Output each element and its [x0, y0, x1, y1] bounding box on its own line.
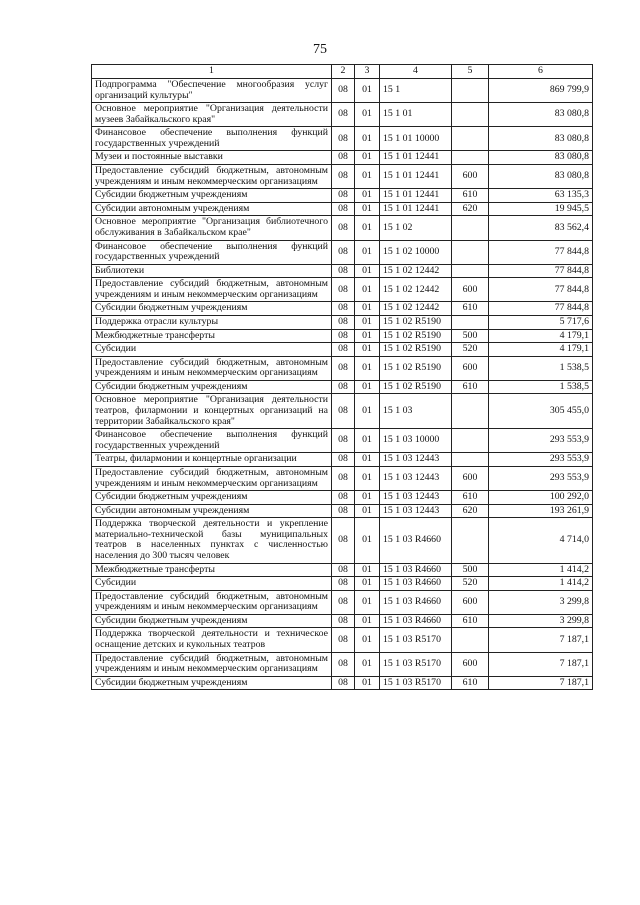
row-name: Библиотеки	[92, 264, 332, 278]
row-subsection: 01	[355, 614, 380, 628]
row-amount: 3 299,8	[489, 590, 593, 614]
table-row	[92, 151, 593, 165]
row-name: Предоставление субсидий бюджетным, автономным учреждениям и иным некоммерческим организациям	[92, 278, 332, 302]
row-amount: 63 135,3	[489, 189, 593, 203]
table-row	[92, 356, 593, 380]
row-target-article: 15 1 03 12443	[380, 453, 452, 467]
row-target-article: 15 1 01 12441	[380, 165, 452, 189]
row-amount: 293 553,9	[489, 429, 593, 453]
row-subsection: 01	[355, 302, 380, 316]
row-subsection: 01	[355, 278, 380, 302]
table-row	[92, 103, 593, 127]
row-section: 08	[332, 356, 355, 380]
row-expense-type: 600	[452, 278, 489, 302]
table-row	[92, 394, 593, 429]
row-target-article: 15 1 01 12441	[380, 189, 452, 203]
row-section: 08	[332, 429, 355, 453]
row-subsection: 01	[355, 491, 380, 505]
row-amount: 1 414,2	[489, 577, 593, 591]
row-name: Подпрограмма "Обеспечение многообразия услуг организаций культуры"	[92, 79, 332, 103]
row-subsection: 01	[355, 676, 380, 690]
column-header-section: 2	[332, 65, 355, 79]
column-header-target-article: 4	[380, 65, 452, 79]
row-target-article: 15 1 03 R4660	[380, 563, 452, 577]
row-expense-type: 600	[452, 652, 489, 676]
table-row	[92, 590, 593, 614]
row-target-article: 15 1 03 R5170	[380, 652, 452, 676]
row-expense-type	[452, 103, 489, 127]
row-subsection: 01	[355, 466, 380, 490]
row-subsection: 01	[355, 453, 380, 467]
row-amount: 305 455,0	[489, 394, 593, 429]
row-subsection: 01	[355, 79, 380, 103]
row-name: Основное мероприятие "Организация библиотечного обслуживания в Забайкальском крае"	[92, 216, 332, 240]
row-target-article: 15 1 02 R5190	[380, 343, 452, 357]
row-section: 08	[332, 302, 355, 316]
row-target-article: 15 1 03 10000	[380, 429, 452, 453]
row-section: 08	[332, 165, 355, 189]
row-amount: 77 844,8	[489, 264, 593, 278]
row-section: 08	[332, 590, 355, 614]
row-expense-type	[452, 151, 489, 165]
row-target-article: 15 1 02 R5190	[380, 329, 452, 343]
row-expense-type	[452, 518, 489, 563]
row-subsection: 01	[355, 202, 380, 216]
row-amount: 83 562,4	[489, 216, 593, 240]
table-row	[92, 302, 593, 316]
table-row	[92, 676, 593, 690]
table-row	[92, 380, 593, 394]
row-subsection: 01	[355, 103, 380, 127]
row-target-article: 15 1 03 12443	[380, 504, 452, 518]
row-subsection: 01	[355, 189, 380, 203]
row-amount: 3 299,8	[489, 614, 593, 628]
row-amount: 1 538,5	[489, 380, 593, 394]
row-section: 08	[332, 103, 355, 127]
row-section: 08	[332, 676, 355, 690]
row-amount: 77 844,8	[489, 278, 593, 302]
row-expense-type	[452, 453, 489, 467]
row-amount: 7 187,1	[489, 676, 593, 690]
row-section: 08	[332, 216, 355, 240]
row-expense-type	[452, 628, 489, 652]
row-section: 08	[332, 79, 355, 103]
row-amount: 4 714,0	[489, 518, 593, 563]
row-target-article: 15 1 03 R5170	[380, 676, 452, 690]
row-target-article: 15 1 03 12443	[380, 491, 452, 505]
row-amount: 193 261,9	[489, 504, 593, 518]
row-amount: 19 945,5	[489, 202, 593, 216]
table-row	[92, 628, 593, 652]
row-amount: 83 080,8	[489, 103, 593, 127]
row-name: Субсидии автономным учреждениям	[92, 504, 332, 518]
row-expense-type: 610	[452, 302, 489, 316]
row-target-article: 15 1 01	[380, 103, 452, 127]
row-target-article: 15 1 01 12441	[380, 202, 452, 216]
row-name: Основное мероприятие "Организация деятельности театров, филармонии и концертных организаций на территории Забайкальского края"	[92, 394, 332, 429]
row-subsection: 01	[355, 380, 380, 394]
row-expense-type	[452, 429, 489, 453]
column-header-subsection: 3	[355, 65, 380, 79]
row-target-article: 15 1 02 12442	[380, 302, 452, 316]
row-expense-type: 520	[452, 343, 489, 357]
row-name: Основное мероприятие "Организация деятельности музеев Забайкальского края"	[92, 103, 332, 127]
row-name: Поддержка творческой деятельности и техническое оснащение детских и кукольных театров	[92, 628, 332, 652]
row-target-article: 15 1 02 12442	[380, 264, 452, 278]
row-section: 08	[332, 127, 355, 151]
row-expense-type	[452, 240, 489, 264]
page-number: 75	[313, 42, 327, 57]
row-name: Предоставление субсидий бюджетным, автономным учреждениям и иным некоммерческим организациям	[92, 590, 332, 614]
row-expense-type: 610	[452, 491, 489, 505]
row-section: 08	[332, 202, 355, 216]
row-amount: 293 553,9	[489, 466, 593, 490]
row-expense-type: 520	[452, 577, 489, 591]
row-amount: 5 717,6	[489, 315, 593, 329]
row-expense-type	[452, 264, 489, 278]
row-expense-type: 610	[452, 189, 489, 203]
row-name: Межбюджетные трансферты	[92, 563, 332, 577]
row-name: Финансовое обеспечение выполнения функций государственных учреждений	[92, 127, 332, 151]
column-header-amount: 6	[489, 65, 593, 79]
row-name: Предоставление субсидий бюджетным, автономным учреждениям и иным некоммерческим организациям	[92, 652, 332, 676]
row-amount: 4 179,1	[489, 329, 593, 343]
row-amount: 869 799,9	[489, 79, 593, 103]
row-subsection: 01	[355, 329, 380, 343]
table-row	[92, 165, 593, 189]
row-amount: 83 080,8	[489, 165, 593, 189]
table-header-row	[92, 65, 593, 79]
table-row	[92, 652, 593, 676]
row-subsection: 01	[355, 563, 380, 577]
column-header-expense-type: 5	[452, 65, 489, 79]
row-subsection: 01	[355, 264, 380, 278]
row-name: Финансовое обеспечение выполнения функций государственных учреждений	[92, 429, 332, 453]
row-name: Предоставление субсидий бюджетным, автономным учреждениям и иным некоммерческим организациям	[92, 356, 332, 380]
row-amount: 83 080,8	[489, 151, 593, 165]
row-amount: 77 844,8	[489, 240, 593, 264]
table-row	[92, 79, 593, 103]
row-expense-type: 600	[452, 590, 489, 614]
row-target-article: 15 1 03 12443	[380, 466, 452, 490]
row-amount: 83 080,8	[489, 127, 593, 151]
table-row	[92, 453, 593, 467]
row-section: 08	[332, 652, 355, 676]
row-amount: 293 553,9	[489, 453, 593, 467]
row-amount: 77 844,8	[489, 302, 593, 316]
row-target-article: 15 1 03	[380, 394, 452, 429]
row-name: Субсидии бюджетным учреждениям	[92, 302, 332, 316]
row-section: 08	[332, 453, 355, 467]
row-target-article: 15 1 02 12442	[380, 278, 452, 302]
row-section: 08	[332, 518, 355, 563]
row-amount: 1 538,5	[489, 356, 593, 380]
row-section: 08	[332, 343, 355, 357]
row-target-article: 15 1 03 R4660	[380, 518, 452, 563]
row-expense-type	[452, 127, 489, 151]
row-section: 08	[332, 628, 355, 652]
row-name: Субсидии бюджетным учреждениям	[92, 380, 332, 394]
row-target-article: 15 1 01 12441	[380, 151, 452, 165]
row-expense-type: 600	[452, 466, 489, 490]
row-name: Субсидии	[92, 577, 332, 591]
row-name: Субсидии бюджетным учреждениям	[92, 189, 332, 203]
row-section: 08	[332, 563, 355, 577]
row-subsection: 01	[355, 165, 380, 189]
row-name: Субсидии бюджетным учреждениям	[92, 614, 332, 628]
table-row	[92, 504, 593, 518]
row-subsection: 01	[355, 343, 380, 357]
row-amount: 4 179,1	[489, 343, 593, 357]
row-section: 08	[332, 491, 355, 505]
row-section: 08	[332, 240, 355, 264]
row-section: 08	[332, 329, 355, 343]
row-subsection: 01	[355, 504, 380, 518]
table-row	[92, 127, 593, 151]
row-section: 08	[332, 315, 355, 329]
table-row	[92, 189, 593, 203]
row-expense-type: 610	[452, 676, 489, 690]
row-name: Субсидии	[92, 343, 332, 357]
row-expense-type: 610	[452, 614, 489, 628]
table-row	[92, 429, 593, 453]
row-section: 08	[332, 151, 355, 165]
row-subsection: 01	[355, 577, 380, 591]
row-amount: 100 292,0	[489, 491, 593, 505]
row-target-article: 15 1 03 R5170	[380, 628, 452, 652]
row-expense-type	[452, 216, 489, 240]
table-row	[92, 518, 593, 563]
row-target-article: 15 1 03 R4660	[380, 614, 452, 628]
row-subsection: 01	[355, 429, 380, 453]
row-subsection: 01	[355, 151, 380, 165]
row-target-article: 15 1 02 10000	[380, 240, 452, 264]
row-section: 08	[332, 394, 355, 429]
table-row	[92, 491, 593, 505]
table-row	[92, 329, 593, 343]
row-section: 08	[332, 577, 355, 591]
row-expense-type	[452, 394, 489, 429]
row-target-article: 15 1 02 R5190	[380, 315, 452, 329]
row-section: 08	[332, 504, 355, 518]
row-target-article: 15 1 02 R5190	[380, 380, 452, 394]
row-expense-type: 620	[452, 504, 489, 518]
row-amount: 7 187,1	[489, 628, 593, 652]
table-row	[92, 614, 593, 628]
budget-table	[91, 64, 593, 690]
row-name: Субсидии автономным учреждениям	[92, 202, 332, 216]
row-name: Поддержка творческой деятельности и укрепление материально-технической базы муниципальных театров в населенных пунктах с численностью населения до 300 тысяч человек	[92, 518, 332, 563]
row-subsection: 01	[355, 628, 380, 652]
row-target-article: 15 1 01 10000	[380, 127, 452, 151]
row-name: Предоставление субсидий бюджетным, автономным учреждениям и иным некоммерческим организациям	[92, 466, 332, 490]
row-name: Предоставление субсидий бюджетным, автономным учреждениям и иным некоммерческим организациям	[92, 165, 332, 189]
row-section: 08	[332, 278, 355, 302]
row-name: Финансовое обеспечение выполнения функций государственных учреждений	[92, 240, 332, 264]
row-name: Театры, филармонии и концертные организации	[92, 453, 332, 467]
row-expense-type: 620	[452, 202, 489, 216]
row-expense-type: 610	[452, 380, 489, 394]
row-name: Межбюджетные трансферты	[92, 329, 332, 343]
row-section: 08	[332, 189, 355, 203]
row-expense-type	[452, 315, 489, 329]
row-target-article: 15 1 03 R4660	[380, 577, 452, 591]
row-section: 08	[332, 264, 355, 278]
row-section: 08	[332, 614, 355, 628]
table-row	[92, 240, 593, 264]
row-section: 08	[332, 380, 355, 394]
row-subsection: 01	[355, 240, 380, 264]
row-name: Субсидии бюджетным учреждениям	[92, 676, 332, 690]
row-subsection: 01	[355, 315, 380, 329]
row-expense-type: 600	[452, 356, 489, 380]
row-expense-type: 500	[452, 563, 489, 577]
table-row	[92, 577, 593, 591]
row-subsection: 01	[355, 356, 380, 380]
row-expense-type: 500	[452, 329, 489, 343]
table-row	[92, 264, 593, 278]
row-name: Музеи и постоянные выставки	[92, 151, 332, 165]
row-name: Поддержка отрасли культуры	[92, 315, 332, 329]
table-row	[92, 216, 593, 240]
row-subsection: 01	[355, 394, 380, 429]
row-amount: 7 187,1	[489, 652, 593, 676]
row-name: Субсидии бюджетным учреждениям	[92, 491, 332, 505]
row-amount: 1 414,2	[489, 563, 593, 577]
row-target-article: 15 1 02 R5190	[380, 356, 452, 380]
row-target-article: 15 1	[380, 79, 452, 103]
table-row	[92, 343, 593, 357]
row-section: 08	[332, 466, 355, 490]
row-subsection: 01	[355, 518, 380, 563]
row-subsection: 01	[355, 127, 380, 151]
table-row	[92, 466, 593, 490]
table-row	[92, 315, 593, 329]
table-row	[92, 202, 593, 216]
row-subsection: 01	[355, 590, 380, 614]
table-row	[92, 278, 593, 302]
row-subsection: 01	[355, 652, 380, 676]
column-header-name: 1	[92, 65, 332, 79]
row-subsection: 01	[355, 216, 380, 240]
row-expense-type	[452, 79, 489, 103]
row-expense-type: 600	[452, 165, 489, 189]
row-target-article: 15 1 03 R4660	[380, 590, 452, 614]
row-target-article: 15 1 02	[380, 216, 452, 240]
table-row	[92, 563, 593, 577]
